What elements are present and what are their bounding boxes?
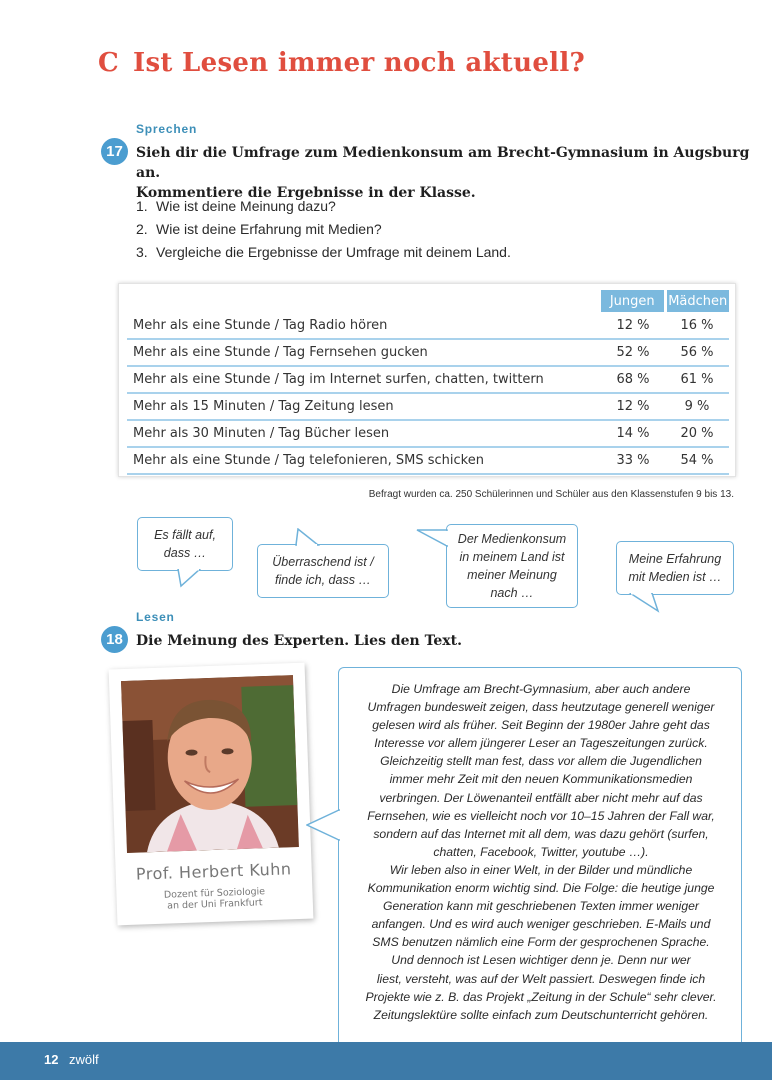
task-17-number-badge: 17 — [101, 138, 128, 165]
speech-bubble-1-tail — [176, 569, 204, 589]
question-item — [136, 195, 511, 218]
expert-portrait-image — [121, 675, 299, 853]
speech-bubble-2-tail — [294, 528, 322, 546]
task-17-instruction-line-2: Kommentiere die Ergebnisse in der Klasse. — [136, 185, 476, 201]
question-item — [136, 241, 511, 264]
speech-bubble-4-tail — [620, 593, 660, 613]
survey-category: Mehr als eine Stunde / Tag Fernsehen gucken — [127, 339, 601, 366]
task-17-instruction — [136, 143, 772, 203]
section-title — [98, 48, 585, 78]
section-heading: Ist Lesen immer noch aktuell? — [133, 48, 586, 78]
survey-value-boys: 52 % — [601, 339, 665, 366]
table-row — [127, 447, 729, 474]
question-text: Wie ist deine Meinung dazu? — [156, 198, 336, 214]
expert-name: Prof. Herbert Kuhn — [135, 859, 292, 884]
survey-value-boys: 14 % — [601, 420, 665, 447]
table-row — [127, 312, 729, 339]
survey-header-boys: Jungen — [601, 290, 665, 312]
survey-value-girls: 20 % — [665, 420, 729, 447]
expert-photo-card — [109, 663, 314, 926]
survey-value-boys: 12 % — [601, 393, 665, 420]
speech-bubble-3-tail — [416, 528, 448, 548]
question-number: 3. — [136, 244, 148, 260]
survey-table-card — [118, 283, 736, 477]
expert-role-line-1: Dozent für Soziologie — [163, 886, 266, 901]
survey-header-empty — [127, 290, 601, 312]
survey-value-girls: 9 % — [665, 393, 729, 420]
table-row — [127, 339, 729, 366]
survey-value-boys: 12 % — [601, 312, 665, 339]
table-row — [127, 393, 729, 420]
question-text: Vergleiche die Ergebnisse der Umfrage mit deinem Land. — [156, 244, 511, 260]
task-17-instruction-line-1: Sieh dir die Umfrage zum Medienkonsum am Brecht-Gymnasium in Augsburg an. — [136, 145, 750, 181]
survey-value-girls: 61 % — [665, 366, 729, 393]
survey-category: Mehr als eine Stunde / Tag im Internet surfen, chatten, twittern — [127, 366, 601, 393]
page-footer — [0, 1042, 772, 1080]
survey-note: Befragt wurden ca. 250 Schülerinnen und Schüler aus den Klassenstufen 9 bis 13. — [368, 489, 734, 500]
speech-bubble-1: Es fällt auf, dass … — [137, 517, 233, 571]
survey-header-girls: Mädchen — [665, 290, 729, 312]
question-text: Wie ist deine Erfahrung mit Medien? — [156, 221, 382, 237]
task-17-label: Sprechen — [136, 122, 198, 136]
expert-quote-box — [338, 667, 742, 1042]
survey-value-girls: 54 % — [665, 447, 729, 474]
task-18-number-badge: 18 — [101, 626, 128, 653]
page-number: 12 — [44, 1052, 59, 1067]
expert-quote-tail — [306, 808, 340, 844]
survey-value-boys: 33 % — [601, 447, 665, 474]
survey-category: Mehr als eine Stunde / Tag telefonieren, SMS schicken — [127, 447, 601, 474]
task-18-instruction: Die Meinung des Experten. Lies den Text. — [136, 633, 462, 649]
survey-category: Mehr als eine Stunde / Tag Radio hören — [127, 312, 601, 339]
survey-value-boys: 68 % — [601, 366, 665, 393]
question-list — [136, 195, 511, 264]
survey-category: Mehr als 30 Minuten / Tag Bücher lesen — [127, 420, 601, 447]
speech-bubble-2: Überraschend ist / finde ich, dass … — [257, 544, 389, 598]
survey-value-girls: 16 % — [665, 312, 729, 339]
survey-value-girls: 56 % — [665, 339, 729, 366]
survey-table — [127, 290, 729, 475]
question-number: 1. — [136, 198, 148, 214]
question-item — [136, 218, 511, 241]
portrait-illustration — [121, 675, 299, 853]
question-number: 2. — [136, 221, 148, 237]
task-18-label: Lesen — [136, 610, 175, 624]
speech-bubble-4: Meine Erfahrung mit Medien ist … — [616, 541, 734, 595]
table-row — [127, 366, 729, 393]
expert-quote-text: Die Umfrage am Brecht-Gymnasium, aber auch andere Umfragen bundesweit zeigen, dass heutzutage generell weniger gelesen wird als früher. Seit Beginn der 1980er Jahre geht das Interesse vor allem jüngerer Leser an Tageszeitungen zurück. Gleichzeitig stellt man fest, dass vor allem die Jugendlichen immer mehr Zeit mit den neuen Kommunikationsmedien verbringen. Der Löwenanteil entfällt aber nicht mehr auf das Fernsehen, wie es vielleicht noch vor 10–15 Jahren der Fall war, sondern auf das Internet mit all dem, was dazu gehört (surfen, chatten, Facebook, Twitter, youtube …). Wir leben also in einer Welt, in der Bilder und mündliche Kommunikation enorm wichtig sind. Die Folge: die heutige junge Generation kann mit geschriebenen Texten immer weniger anfangen. Und es wird auch weniger geschrieben. E-Mails und SMS benutzen nämlich eine Form der gesprochenen Sprache. Und dennoch ist Lesen wichtiger denn je. Denn nur wer liest, versteht, was auf der Welt passiert. Deswegen finde ich Projekte wie z. B. das Projekt „Zeitung in der Schule“ sehr clever. Zeitungslektüre sollte einfach zum Deutschunterricht gehören. — [365, 682, 717, 1022]
section-letter: C — [98, 48, 119, 78]
expert-role — [116, 885, 313, 914]
survey-header-row — [127, 290, 729, 312]
survey-category: Mehr als 15 Minuten / Tag Zeitung lesen — [127, 393, 601, 420]
expert-role-line-2: an der Uni Frankfurt — [167, 897, 263, 912]
page-number-word: zwölf — [69, 1052, 99, 1067]
speech-bubble-3: Der Medienkonsum in meinem Land ist meiner Meinung nach … — [446, 524, 578, 608]
table-row — [127, 420, 729, 447]
